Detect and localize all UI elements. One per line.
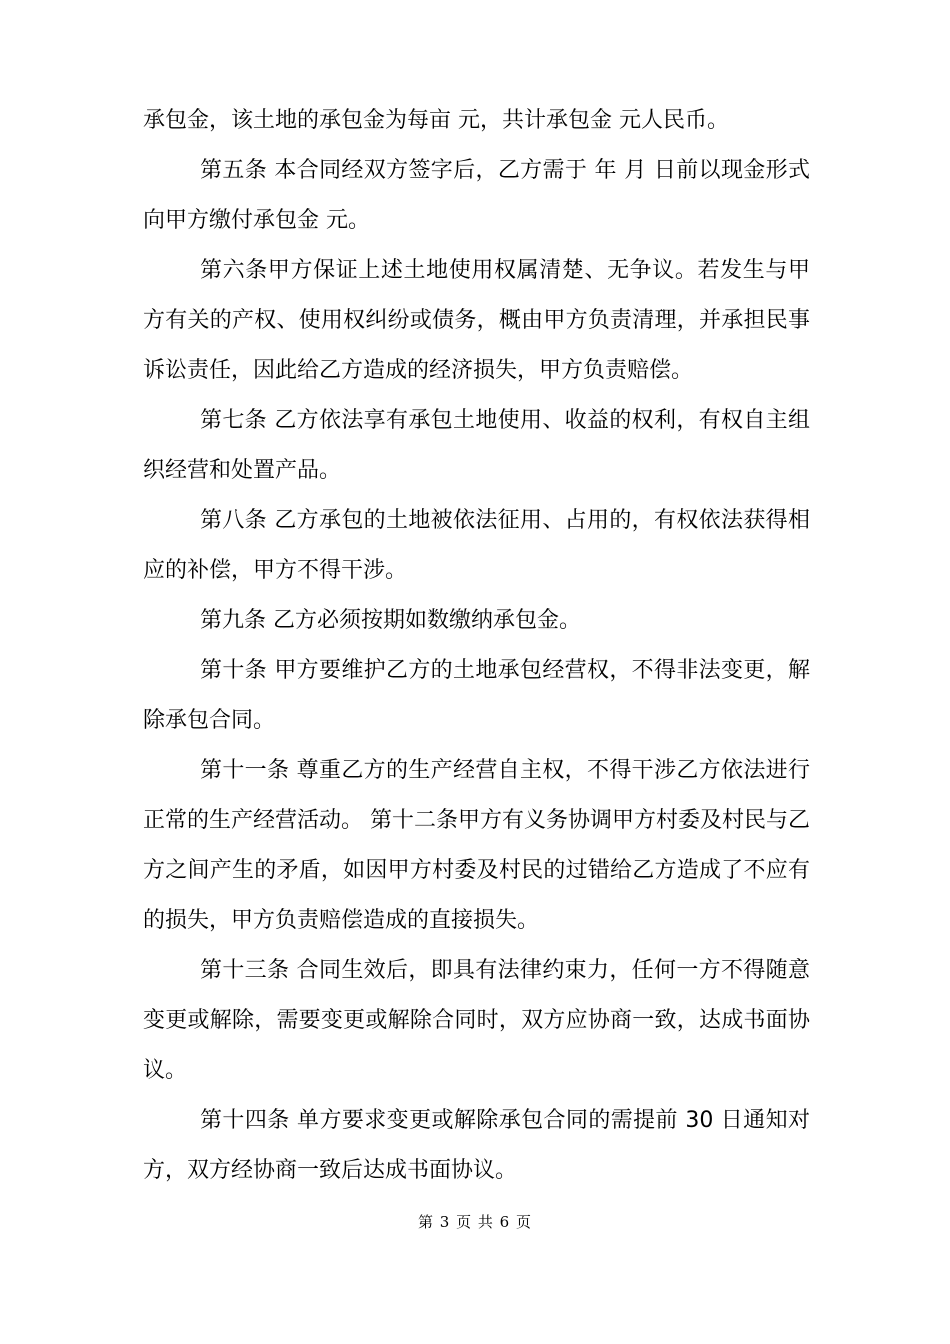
- paragraph-article-13: 第十三条 合同生效后，即具有法律约束力，任何一方不得随意变更或解除，需要变更或解除合同时，双方应协商一致，达成书面协议。: [143, 958, 810, 1083]
- contract-body: [143, 96, 810, 1196]
- paragraph-article-8: 第八条 乙方承包的土地被依法征用、占用的，有权依法获得相应的补偿，甲方不得干涉。: [143, 508, 810, 583]
- paragraph-article-9: 第九条 乙方必须按期如数缴纳承包金。: [200, 608, 581, 633]
- page-number-footer: 第 3 页 共 6 页: [418, 1213, 532, 1231]
- paragraph-article-7: 第七条 乙方依法享有承包土地使用、收益的权利，有权自主组织经营和处置产品。: [143, 408, 810, 483]
- paragraph-article-10: 第十条 甲方要维护乙方的土地承包经营权，不得非法变更，解除承包合同。: [143, 658, 810, 733]
- paragraph-article-11-12: 第十一条 尊重乙方的生产经营自主权，不得干涉乙方依法进行正常的生产经营活动。 第十二条甲方有义务协调甲方村委及村民与乙方之间产生的矛盾，如因甲方村委及村民的过错给乙方造成了不应有的损失，甲方负责赔偿造成的直接损失。: [143, 758, 810, 933]
- paragraph-continuation: 承包金，该土地的承包金为每亩 元，共计承包金 元人民币。: [143, 108, 729, 133]
- paragraph-article-5: 第五条 本合同经双方签字后，乙方需于 年 月 日前以现金形式向甲方缴付承包金 元。: [143, 158, 810, 233]
- paragraph-article-6: 第六条甲方保证上述土地使用权属清楚、无争议。若发生与甲方有关的产权、使用权纠纷或债务，概由甲方负责清理，并承担民事诉讼责任，因此给乙方造成的经济损失，甲方负责赔偿。: [143, 258, 810, 383]
- paragraph-article-14: 第十四条 单方要求变更或解除承包合同的需提前 30 日通知对方，双方经协商一致后达成书面协议。: [143, 1108, 810, 1183]
